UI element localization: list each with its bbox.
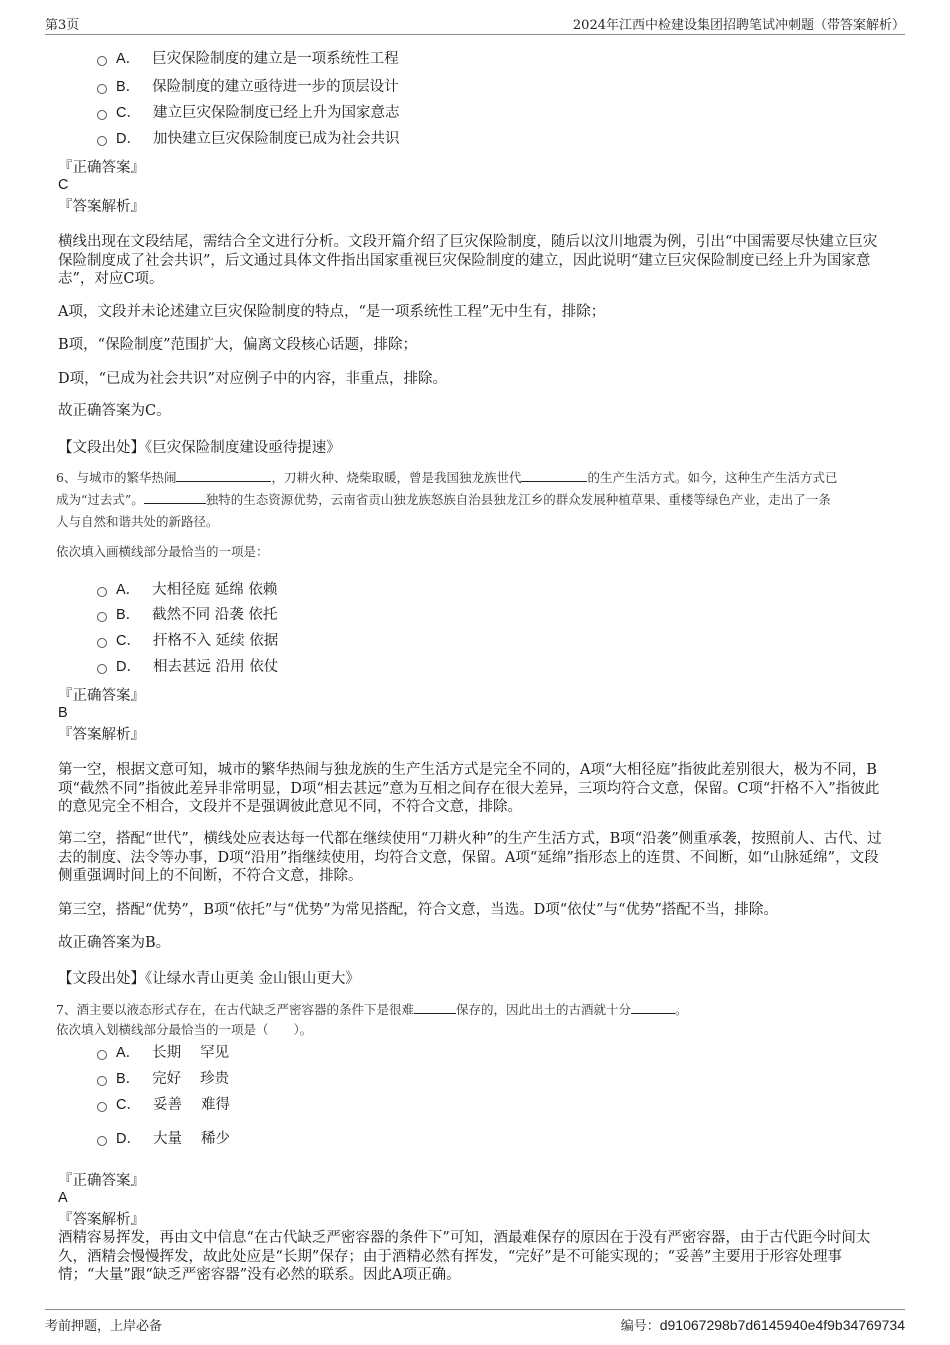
q6-prompt: 依次填入画横线部分最恰当的一项是： — [56, 544, 269, 559]
document-title: 2024年江西中检建设集团招聘笔试冲刺题（带答案解析） — [572, 18, 905, 33]
radio-icon[interactable] — [97, 84, 107, 94]
q5-source: 【文段出处】《巨灾保险制度建设亟待提速》 — [58, 440, 341, 456]
radio-icon[interactable] — [97, 638, 107, 648]
q5-option-b[interactable]: B． 保险制度的建立亟待进一步的顶层设计 — [97, 76, 399, 98]
q7-stem: 7、酒主要以液态形式存在，在古代缺乏严密容器的条件下是很难 保存的，因此出土的古酒就十分 。 — [56, 999, 894, 1021]
radio-icon[interactable] — [97, 587, 107, 597]
q5-answer: C — [58, 177, 69, 193]
q6-analysis-paragraph: 第一空，根据文意可知，城市的繁华热闹与独龙族的生产生活方式是完全不同的，A项“大相径庭”指彼此差别很大，极为不同，B项“截然不同”指彼此差异非常明显，D项“相去甚远”意为互相之间存在很大差异，三项均符合文意，保留。C项“扞格不入”指彼此的意见完全不相合，文段并不是强调彼此意见不同，不符合文意，排除。 — [58, 762, 880, 815]
page-footer — [45, 1309, 905, 1336]
q5-analysis-paragraph: D项，“已成为社会共识”对应例子中的内容，非重点，排除。 — [58, 371, 447, 387]
q6-analysis-label: 『答案解析』 — [58, 727, 145, 743]
q5-analysis-paragraph: 故正确答案为C。 — [58, 403, 171, 419]
q5-answer-label: 『正确答案』 — [58, 160, 145, 176]
q6-option-c[interactable]: C． 扞格不入 延续 依据 — [97, 630, 278, 652]
radio-icon[interactable] — [97, 1136, 107, 1146]
page-number: 第3页 — [45, 18, 80, 33]
blank-1 — [176, 467, 271, 482]
blank-2 — [521, 467, 587, 482]
q6-source: 【文段出处】《让绿水青山更美 金山银山更大》 — [58, 971, 360, 987]
blank-3 — [144, 489, 206, 504]
radio-icon[interactable] — [97, 56, 107, 66]
document-code: 编号：d91067298b7d6145940e4f9b34769734 — [620, 1317, 905, 1334]
radio-icon[interactable] — [97, 664, 107, 674]
page-header — [45, 12, 905, 35]
q5-analysis-paragraph: B项，“保险制度”范围扩大，偏离文段核心话题，排除； — [58, 337, 417, 353]
radio-icon[interactable] — [97, 136, 107, 146]
q7-analysis-label: 『答案解析』 — [58, 1212, 145, 1228]
radio-icon[interactable] — [97, 110, 107, 120]
q6-answer-label: 『正确答案』 — [58, 688, 145, 704]
q6-answer: B — [58, 705, 68, 721]
q6-option-a[interactable]: A． 大相径庭 延绵 依赖 — [97, 579, 277, 601]
q7-answer-label: 『正确答案』 — [58, 1173, 145, 1189]
q5-analysis-paragraph: 横线出现在文段结尾，需结合全文进行分析。文段开篇介绍了巨灾保险制度，随后以汶川地震为例，引出“中国需要尽快建立巨灾保险制度成了社会共识”，后文通过具体文件指出国家重视巨灾保险制度的建立，因此说明“建立巨灾保险制度已经上升为国家意志”，对应C项。 — [58, 234, 878, 287]
q7-option-a[interactable]: A． 长期 罕见 — [97, 1042, 229, 1064]
q5-option-d[interactable]: D． 加快建立巨灾保险制度已成为社会共识 — [97, 128, 399, 150]
q7-option-d[interactable]: D． 大量 稀少 — [97, 1128, 230, 1150]
q7-answer: A — [58, 1190, 68, 1206]
radio-icon[interactable] — [97, 1102, 107, 1112]
q7-option-c[interactable]: C． 妥善 难得 — [97, 1094, 230, 1116]
q7-prompt: 依次填入划横线部分最恰当的一项是（ ）。 — [56, 1022, 313, 1037]
q7-analysis-paragraph: 酒精容易挥发，再由文中信息“在古代缺乏严密容器的条件下”可知，酒最难保存的原因在于没有严密容器，由于古代距今时间太久，酒精会慢慢挥发，故此处应是“长期”保存；由于酒精必然有挥发，“完好”是不可能实现的；“妥善”主要用于形容处理事情；“大量”跟“缺乏严密容器”没有必然的联系。因此A项正确。 — [58, 1230, 871, 1283]
blank-2 — [631, 999, 675, 1014]
blank-1 — [414, 999, 456, 1014]
q5-option-c[interactable]: C． 建立巨灾保险制度已经上升为国家意志 — [97, 102, 399, 124]
q6-analysis-paragraph: 第三空，搭配“优势”，B项“依托”与“优势”为常见搭配，符合文意，当选。D项“依仗”与“优势”搭配不当，排除。 — [58, 902, 778, 918]
q7-option-b[interactable]: B． 完好 珍贵 — [97, 1068, 229, 1090]
radio-icon[interactable] — [97, 612, 107, 622]
q5-option-a[interactable]: A． 巨灾保险制度的建立是一项系统性工程 — [97, 48, 399, 70]
footer-slogan: 考前押题，上岸必备 — [45, 1319, 163, 1334]
q6-option-d[interactable]: D． 相去甚远 沿用 依仗 — [97, 656, 278, 678]
q5-analysis-label: 『答案解析』 — [58, 199, 145, 215]
q6-analysis-paragraph: 第二空，搭配“世代”，横线处应表达每一代都在继续使用“刀耕火种”的生产生活方式，B项“沿袭”侧重承袭，按照前人、古代、过去的制度、法令等办事，D项“沿用”指继续使用，均符合文意，保留。A项“延绵”指形态上的连贯、不间断，如“山脉延绵”，文段侧重强调时间上的不间断，不符合文意，排除。 — [58, 831, 882, 884]
radio-icon[interactable] — [97, 1076, 107, 1086]
q5-analysis-paragraph: A项，文段并未论述建立巨灾保险制度的特点，“是一项系统性工程”无中生有，排除； — [58, 304, 606, 320]
q6-analysis-paragraph: 故正确答案为B。 — [58, 935, 171, 951]
q6-option-b[interactable]: B． 截然不同 沿袭 依托 — [97, 604, 277, 626]
q6-stem: 6、与城市的繁华热闹 ，刀耕火种、烧柴取暖，曾是我国独龙族世代 的生产生活方式。如今，这种生产生活方式已 成为“过去式”。 独特的生态资源优势，云南省贡山独龙族怒族自治县独龙江乡的群众发展种植草果、重楼等绿色产业，走出了一条 人与自然和谐共处的新路径。 — [56, 467, 894, 533]
radio-icon[interactable] — [97, 1050, 107, 1060]
